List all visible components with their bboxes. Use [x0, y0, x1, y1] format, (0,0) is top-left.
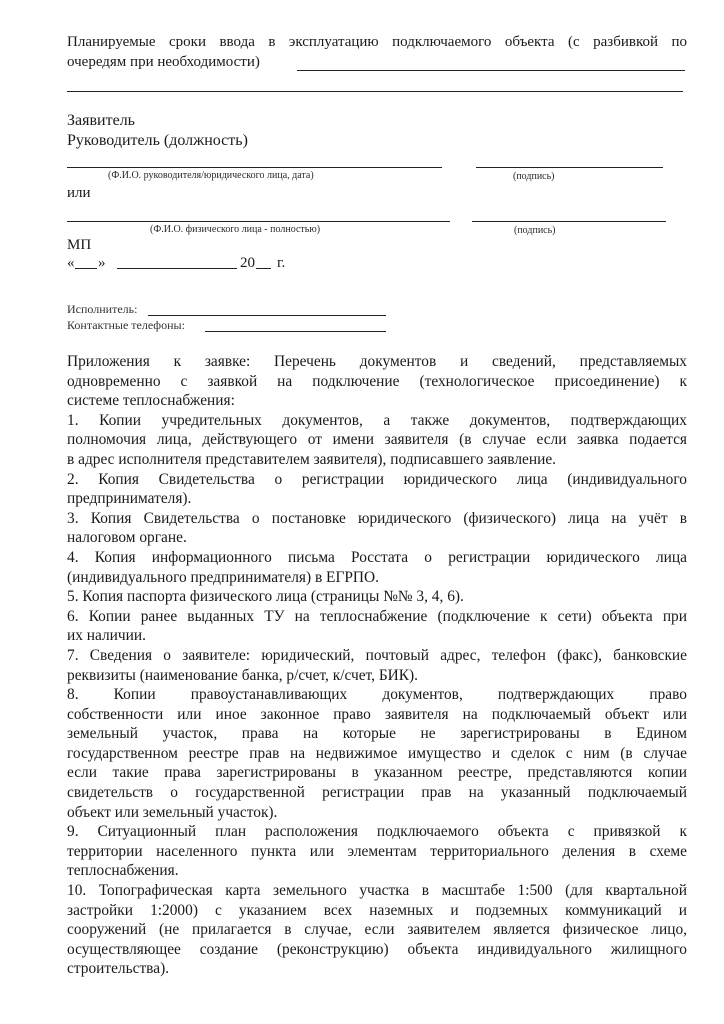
item-line: 1. Копии учредительных документов, а также документов, подтверждающих — [67, 411, 687, 429]
item-line: налоговом органе. — [67, 529, 187, 547]
item-line: 6. Копии ранее выданных ТУ на теплоснабжение (подключение к сети) объекта при — [67, 607, 687, 625]
intro-line: одновременно с заявкой на подключение (технологическое присоединение) к — [67, 372, 687, 390]
attachment-item-3 — [67, 509, 687, 548]
signature-line-1[interactable] — [476, 167, 663, 168]
date-open-quote: « — [67, 255, 75, 271]
commissioning-blank-line-1[interactable] — [297, 70, 685, 71]
item-line: 8. Копии правоустанавливающих документов, подтверждающих право — [67, 686, 687, 704]
executor-blank-line[interactable] — [148, 315, 386, 316]
item-line: (индивидуального предпринимателя) в ЕГРПО. — [67, 568, 379, 586]
attachment-item-1 — [67, 411, 687, 470]
commissioning-line-2: очередям при необходимости) — [67, 54, 260, 70]
item-line: 10. Топографическая карта земельного участка в масштабе 1:500 (для квартальной — [67, 882, 687, 900]
item-line: 3. Копия Свидетельства о постановке юридического (физического) лица на учёт в — [67, 509, 687, 527]
item-line: осуществляющее создание (реконструкцию) объекта индивидуального жилищного — [67, 940, 687, 958]
item-line: объект или земельный участок). — [67, 803, 278, 821]
item-line: строительства). — [67, 960, 170, 978]
item-line: реквизиты (наименование банка, р/счет, к/счет, БИК). — [67, 666, 419, 684]
date-day-blank[interactable] — [75, 268, 97, 269]
signature-line-2[interactable] — [472, 221, 666, 222]
item-line: сооружений (не прилагается в случае, если заявителем является физическое лицо, — [67, 921, 687, 939]
signature-caption-2: (подпись) — [514, 225, 556, 236]
item-line: земельный участок, права на которые не зарегистрированы в Едином — [67, 725, 687, 743]
phones-blank-line[interactable] — [205, 331, 386, 332]
stamp-label: МП — [67, 237, 92, 253]
attachment-item-9 — [67, 822, 687, 881]
attachment-item-6 — [67, 607, 687, 646]
position-label: Руководитель (должность) — [67, 132, 248, 149]
item-line: территории населенного пункта или элементам территориального деления в схеме — [67, 842, 687, 860]
date-close-quote: » — [98, 255, 106, 271]
commissioning-blank-line-2[interactable] — [67, 91, 683, 92]
date-year-prefix: 20 — [240, 255, 255, 271]
item-line: в адрес исполнителя представителем заявителя), подписавшего заявление. — [67, 450, 557, 468]
fio-person-line[interactable] — [67, 221, 450, 222]
date-year-blank[interactable] — [256, 268, 271, 269]
item-line: 2. Копия Свидетельства о регистрации юридического лица (индивидуального — [67, 470, 687, 488]
attachment-item-7 — [67, 646, 687, 685]
or-label: или — [67, 185, 91, 201]
executor-label: Исполнитель: — [67, 302, 138, 316]
item-line: теплоснабжения. — [67, 862, 179, 880]
date-year-suffix: г. — [277, 255, 286, 271]
item-line: государственном реестре прав на недвижимое имущество и сделок с ним (в случае — [67, 744, 687, 762]
item-line: 9. Ситуационный план расположения подключаемого объекта с привязкой к — [67, 823, 687, 841]
item-line: их наличии. — [67, 627, 146, 645]
item-line: свидетельств о государственной регистрации прав на указанный подключаемый — [67, 784, 687, 802]
intro-line: системе теплоснабжения: — [67, 392, 235, 410]
item-line: предпринимателя). — [67, 490, 192, 508]
commissioning-line-1: Планируемые сроки ввода в эксплуатацию подключаемого объекта (с разбивкой по — [67, 34, 687, 50]
attachment-item-2 — [67, 470, 687, 509]
item-line: полномочия лица, действующего от имени заявителя (в случае если заявка подается — [67, 431, 687, 449]
attachment-item-5 — [67, 587, 687, 607]
attachments-section — [67, 352, 687, 979]
applicant-heading: Заявитель — [67, 112, 135, 129]
item-line: застройки 1:2000) с указанием всех наземных и подземных коммуникаций и — [67, 901, 687, 919]
item-line: 5. Копия паспорта физического лица (страницы №№ 3, 4, 6). — [67, 588, 464, 606]
intro-line: Приложения к заявке: Перечень документов и сведений, представляемых — [67, 353, 687, 370]
item-line: собственности или иное законное право заявителя на подключаемый объект или — [67, 705, 687, 723]
fio-legal-caption: (Ф.И.О. руководителя/юридического лица, дата) — [108, 170, 314, 181]
phones-label: Контактные телефоны: — [67, 318, 185, 332]
signature-caption-1: (подпись) — [513, 171, 555, 182]
attachment-item-4 — [67, 548, 687, 587]
date-month-blank[interactable] — [117, 268, 237, 269]
attachment-item-10 — [67, 881, 687, 979]
fio-legal-line[interactable] — [67, 167, 442, 168]
attachment-item-8 — [67, 685, 687, 822]
item-line: 4. Копия информационного письма Росстата о регистрации юридического лица — [67, 548, 687, 566]
item-line: если такие права зарегистрированы в указанном реестре, представляются копии — [67, 764, 687, 782]
item-line: 7. Сведения о заявителе: юридический, почтовый адрес, телефон (факс), банковские — [67, 646, 687, 664]
attachments-intro — [67, 352, 687, 411]
fio-person-caption: (Ф.И.О. физического лица - полностью) — [150, 224, 321, 235]
